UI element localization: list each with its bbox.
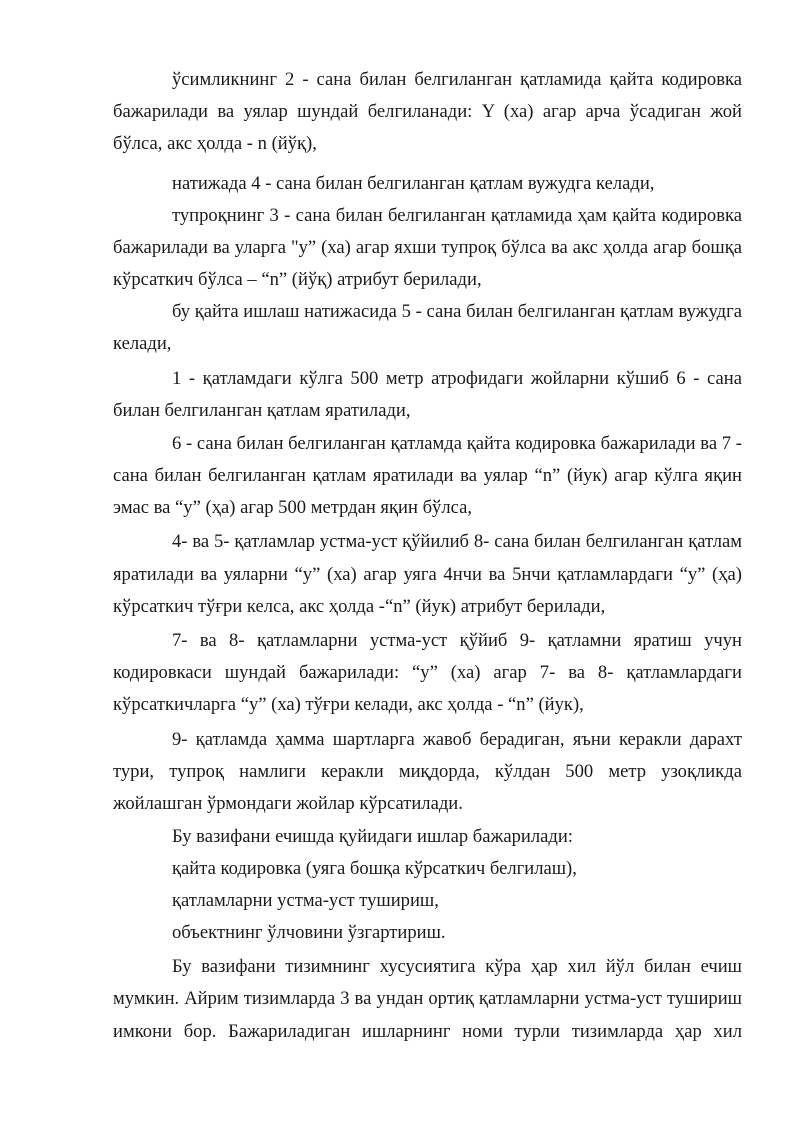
text-line: натижада 4 - сана билан белгиланган қатлам вужудга келади, (172, 173, 655, 194)
text-line: мумкин. Айрим тизимларда 3 ва ундан ортиқ қатламларни устма-уст тушириш (113, 988, 742, 1009)
text-line: 7- ва 8- қатламларни устма-уст қўйиб 9- қатламни яратиш учун (172, 630, 742, 651)
text-line: қайта кодировка (уяга бошқа кўрсаткич белгилаш), (172, 858, 577, 879)
text-line: 1 - қатламдаги кўлга 500 метр атрофидаги жойларни кўшиб 6 - сана (172, 368, 742, 389)
text-line: келади, (113, 333, 172, 354)
text-line: Бу вазифани тизимнинг хусусиятига кўра ҳар хил йўл билан ечиш (172, 956, 742, 977)
text-line: бу қайта ишлаш натижасида 5 - сана билан белгиланган қатлам вужудга (172, 301, 742, 322)
text-line: тупроқнинг 3 - сана билан белгиланган қатламида ҳам қайта кодировка (172, 205, 742, 226)
text-line: қатламларни устма-уст тушириш, (172, 890, 439, 911)
text-line: яратилади ва уяларни “у” (ха) агар уяга 4нчи ва 5нчи қатламлардаги “у” (ҳа) (113, 564, 742, 585)
text-line: бажарилади ва уларга "у” (ха) агар яхши тупроқ бўлса ва акс ҳолда агар бошқа (113, 237, 742, 258)
text-line: имкони бор. Бажариладиган ишларнинг номи турли тизимларда ҳар хил (113, 1021, 742, 1042)
text-line: бўлса, акс ҳолда - n (йўқ), (113, 133, 317, 154)
text-line: тури, тупроқ намлиги керакли миқдорда, кўлдан 500 метр узоқликда (113, 761, 742, 782)
text-line: Бу вазифани ечишда қуйидаги ишлар бажарилади: (172, 826, 573, 847)
text-line: кодировкаси шундай бажарилади: “у” (ха) агар 7- ва 8- қатламлардаги (113, 662, 742, 683)
text-line: жойлашган ўрмондаги жойлар кўрсатилади. (113, 793, 463, 814)
text-line: кўрсаткичларга “у” (ха) тўғри келади, акс ҳолда - “n” (йук), (113, 694, 584, 715)
text-line: 9- қатламда ҳамма шартларга жавоб берадиган, яъни керакли дарахт (172, 729, 742, 750)
text-line: эмас ва “у” (ҳа) агар 500 метрдан яқин бўлса, (113, 497, 472, 518)
text-line: кўрсаткич бўлса – “n” (йўқ) атрибут берилади, (113, 269, 482, 290)
text-line: бажарилади ва уялар шундай белгиланади: Y (ха) агар арча ўсадиган жой (113, 101, 742, 122)
text-line: сана билан белгиланган қатлам яратилади ва уялар “n” (йук) агар кўлга яқин (113, 465, 742, 486)
text-line: билан белгиланган қатлам яратилади, (113, 400, 411, 421)
text-line: кўрсаткич тўғри келса, акс ҳолда -“n” (йук) атрибут берилади, (113, 596, 606, 617)
text-line: объектнинг ўлчовини ўзгартириш. (172, 922, 446, 943)
text-line: ўсимликнинг 2 - сана билан белгиланган қатламида қайта кодировка (172, 69, 742, 90)
text-line: 6 - сана билан белгиланган қатламда қайта кодировка бажарилади ва 7 - (172, 433, 742, 454)
text-line: 4- ва 5- қатламлар устма-уст қўйилиб 8- сана билан белгиланган қатлам (172, 531, 742, 552)
